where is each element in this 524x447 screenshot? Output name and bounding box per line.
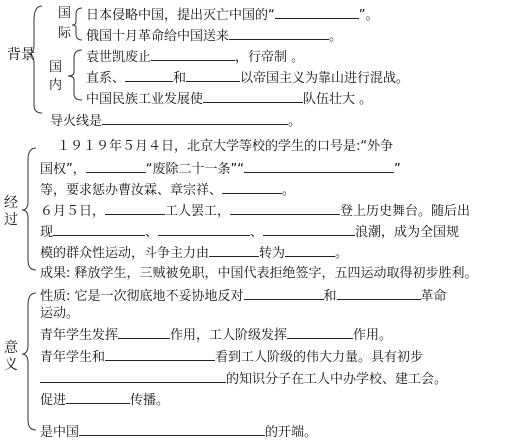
significance-line-4: 青年学生和 看到工人阶级的伟大力量。具有初步 xyxy=(40,350,424,365)
blank[interactable] xyxy=(105,202,165,215)
intl-line-2: 俄国十月革命给中国送来 。 xyxy=(86,29,343,44)
process-brace xyxy=(22,148,36,270)
section-label-process: 经过 xyxy=(4,195,18,228)
blank[interactable] xyxy=(244,287,324,300)
section-label-significance: 意义 xyxy=(4,340,18,373)
process-line-4: ６月５日， 工人罢工， 登上历史舞台。随后出 xyxy=(40,204,471,219)
section-label-background: 背景 xyxy=(7,47,35,63)
domestic-line-2: 直系、 和 以帝国主义为靠山进行混战。 xyxy=(86,71,410,86)
blank[interactable] xyxy=(285,244,335,257)
blank[interactable] xyxy=(222,181,282,194)
domestic-line-1: 袁世凯废止 ，行帝制 。 xyxy=(86,50,305,65)
fuse-line: 导火线是 。 xyxy=(50,114,302,129)
blank[interactable] xyxy=(105,348,215,361)
blank[interactable] xyxy=(186,69,240,82)
international-label-2: 际 xyxy=(58,26,72,41)
significance-line-3: 青年学生发挥 作用，工人阶级发挥 作用。 xyxy=(40,328,393,343)
significance-line-5: 的知识分子在工人中办学校、建工会。 xyxy=(40,370,447,388)
blank[interactable] xyxy=(86,160,146,173)
blank[interactable] xyxy=(66,391,130,404)
blank[interactable] xyxy=(244,160,394,173)
blank[interactable] xyxy=(203,90,303,103)
blank[interactable] xyxy=(158,223,250,236)
blank[interactable] xyxy=(337,287,421,300)
domestic-label-1: 国 xyxy=(49,60,63,75)
significance-brace xyxy=(22,293,36,430)
blank[interactable] xyxy=(209,244,259,257)
blank[interactable] xyxy=(79,423,265,436)
process-line-6: 模的群众性运动，斗争主力由 转为 。 xyxy=(40,246,349,261)
blank[interactable] xyxy=(263,223,355,236)
significance-line-1: 性质: 它是一次彻底地不妥协地反对 和 革命 xyxy=(40,289,447,304)
international-label-1: 国 xyxy=(58,6,72,21)
process-line-5: 现 、 、 浪潮，成为全国规 xyxy=(40,225,460,240)
significance-line-7: 是中国 的开端。 xyxy=(40,425,318,440)
significance-line-6: 促进 传播。 xyxy=(40,393,170,408)
significance-line-2: 运动。 xyxy=(40,306,80,321)
international-brace xyxy=(72,8,82,40)
process-line-1: １９１９年５月４日，北京大学等校的学生的口号是:“外争 xyxy=(57,139,394,154)
blank[interactable] xyxy=(151,48,235,61)
blank[interactable] xyxy=(287,326,353,339)
blank[interactable] xyxy=(53,223,145,236)
process-result: 成果: 释放学生，三贼被免职，中国代表拒绝签字，五四运动取得初步胜利。 xyxy=(40,266,478,281)
blank[interactable] xyxy=(40,370,226,383)
intl-line-1: 日本侵略中国，提出灭亡中国的“ ”。 xyxy=(86,8,379,23)
process-line-2: 国权”， “废除二十一条”“ ” xyxy=(40,162,401,177)
domestic-line-3: 中国民族工业发展使 队伍壮大 。 xyxy=(86,92,373,107)
blank[interactable] xyxy=(230,202,340,215)
blank[interactable] xyxy=(102,112,288,125)
blank[interactable] xyxy=(275,6,359,19)
blank[interactable] xyxy=(118,326,170,339)
domestic-brace xyxy=(68,50,82,100)
process-line-3: 等，要求惩办曹汝霖、章宗祥、 。 xyxy=(40,183,296,198)
domestic-label-2: 内 xyxy=(49,78,63,93)
blank[interactable] xyxy=(229,27,329,40)
blank[interactable] xyxy=(125,69,173,82)
